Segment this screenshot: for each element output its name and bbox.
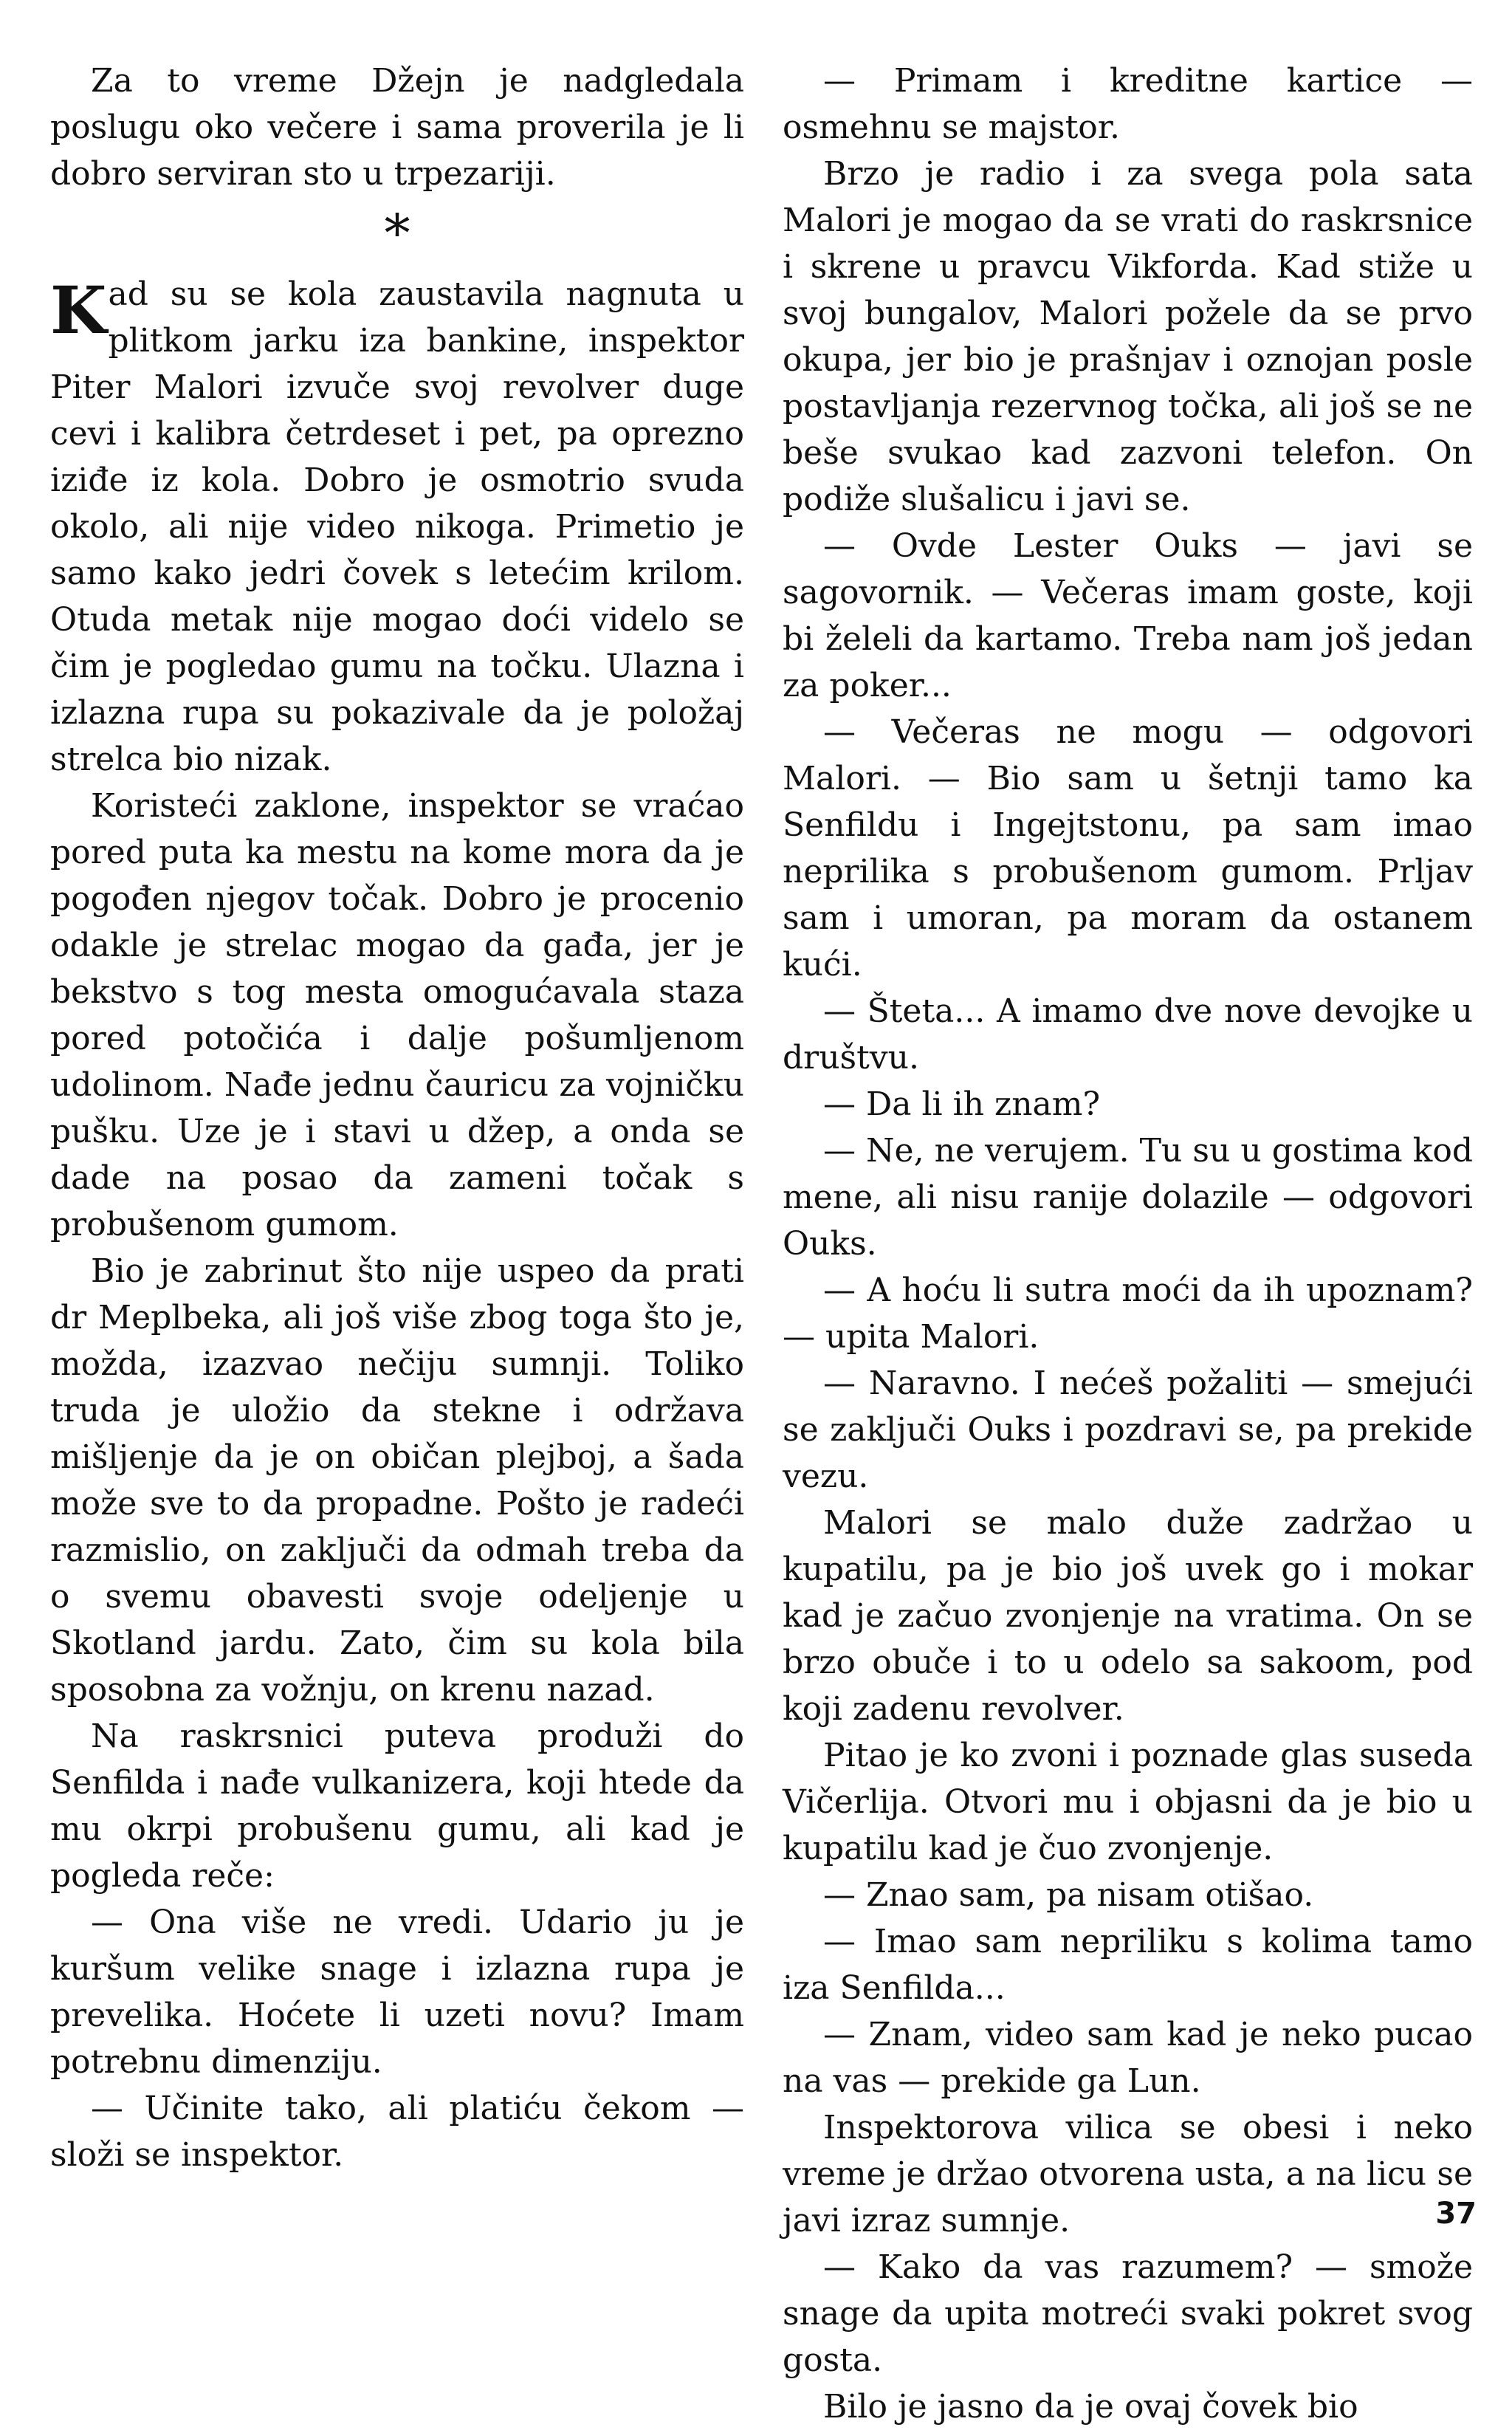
paragraph: Malori se malo duže zadržao u kupatilu, pa je bio još uvek go i mokar kad je začuo zvonjenje na vratima. On se brzo obuče i to u odelo sa sakoom, pod koji zadenu revolver. <box>783 1504 1473 1728</box>
drop-cap: K <box>50 272 107 349</box>
paragraph: — Znao sam, pa nisam otišao. <box>823 1876 1314 1914</box>
paragraph: Bio je zabrinut što nije uspeo da prati dr Meplbeka, ali još više zbog toga što je, možda, izazvao nečiju sumnji. Toliko truda je uložio da stekne i održava mišljenje da je on običan plejboj, a šada može sve to da propadne. Pošto je radeći razmislio, on zaključi da odmah treba da o svemu obavesti svoje odeljenje u Skotland jardu. Zato, čim su kola bila sposobna za vožnju, on krenu nazad. <box>50 1252 744 1709</box>
paragraph: Na raskrsnici puteva produži do Senfilda i nađe vulkanizera, koji htede da mu okrpi probušenu gumu, ali kad je pogleda reče: <box>50 1717 744 1895</box>
paragraph: — Imao sam nepriliku s kolima tamo iza Senfilda... <box>783 1923 1473 2007</box>
right-column <box>783 58 1473 2430</box>
paragraph: Bilo je jasno da je ovaj čovek bio <box>823 2388 1358 2426</box>
paragraph: Za to vreme Džejn je nadgledala poslugu oko večere i sama proverila je li dobro serviran sto u trpezariji. <box>50 62 744 193</box>
paragraph: — Učinite tako, ali platiću čekom — složi se inspektor. <box>50 2090 744 2174</box>
paragraph: — Večeras ne mogu — odgovori Malori. — Bio sam u šetnji tamo ka Senfildu i Ingejtstonu, pa sam imao neprilika s probušenom gumom. Prljav sam i umoran, pa moram da ostanem kući. <box>783 713 1473 984</box>
paragraph: Inspektorova vilica se obesi i neko vreme je držao otvorena usta, a na licu se javi izraz sumnje. <box>783 2109 1473 2239</box>
paragraph: — A hoću li sutra moći da ih upoznam? — upita Malori. <box>783 1271 1473 1356</box>
paragraph-with-dropcap <box>50 271 744 783</box>
paragraph: Koristeći zaklone, inspektor se vraćao pored puta ka mestu na kome mora da je pogođen njegov točak. Dobro je procenio odakle je strelac mogao da gađa, jer je bekstvo s tog mesta omogućavala staza pored potočića i dalje pošumljenom udolinom. Nađe jednu čauricu za vojničku pušku. Uze je i stavi u džep, a onda se dade na posao da zameni točak s probušenom gumom. <box>50 787 744 1243</box>
paragraph: — Primam i kreditne kartice — osmehnu se majstor. <box>783 62 1473 146</box>
paragraph: — Ovde Lester Ouks — javi se sagovornik. — Večeras imam goste, koji bi želeli da kartamo. Treba nam još jedan za poker... <box>783 527 1473 704</box>
paragraph-text: ad su se kola zaustavila nagnuta u plitkom jarku iza bankine, inspektor Piter Malori izvuče svoj revolver duge cevi i kalibra četrdeset i pet, pa oprezno iziđe iz kola. Dobro je osmotrio svuda okolo, ali nije video nikoga. Primetio je samo kako jedri čovek s letećim krilom. Otuda metak nije mogao doći videlo se čim je pogledao gumu na točku. Ulazna i izlazna rupa su pokazivale da je položaj strelca bio nizak. <box>50 275 744 778</box>
paragraph: — Ne, ne verujem. Tu su u gostima kod mene, ali nisu ranije dolazile — odgovori Ouks. <box>783 1132 1473 1263</box>
paragraph: — Kako da vas razumem? — smože snage da upita motreći svaki pokret svog gosta. <box>783 2248 1473 2379</box>
paragraph: — Šteta... A imamo dve nove devojke u društvu. <box>783 992 1473 1077</box>
paragraph: — Znam, video sam kad je neko pucao na vas — prekide ga Lun. <box>783 2016 1473 2100</box>
paragraph: — Naravno. I nećeš požaliti — smejući se zaključi Ouks i pozdravi se, pa prekide vezu. <box>783 1365 1473 1495</box>
paragraph: Pitao je ko zvoni i poznade glas suseda Vičerlija. Otvori mu i objasni da je bio u kupatilu kad je čuo zvonjenje. <box>783 1737 1473 1867</box>
paragraph: — Ona više ne vredi. Udario ju je kuršum velike snage i izlazna rupa je prevelika. Hoćete li uzeti novu? Imam potrebnu dimenziju. <box>50 1904 744 2081</box>
page-number: 37 <box>1435 2197 1477 2231</box>
left-column <box>50 58 744 2178</box>
paragraph: — Da li ih znam? <box>823 1085 1101 1123</box>
section-separator: * <box>384 203 410 264</box>
paragraph: Brzo je radio i za svega pola sata Malori je mogao da se vrati do raskrsnice i skrene u pravcu Vikforda. Kad stiže u svoj bungalov, Malori požele da se prvo okupa, jer bio je prašnjav i oznojan posle postavljanja rezervnog točka, ali još se ne beše svukao kad zazvoni telefon. On podiže slušalicu i javi se. <box>783 155 1473 518</box>
